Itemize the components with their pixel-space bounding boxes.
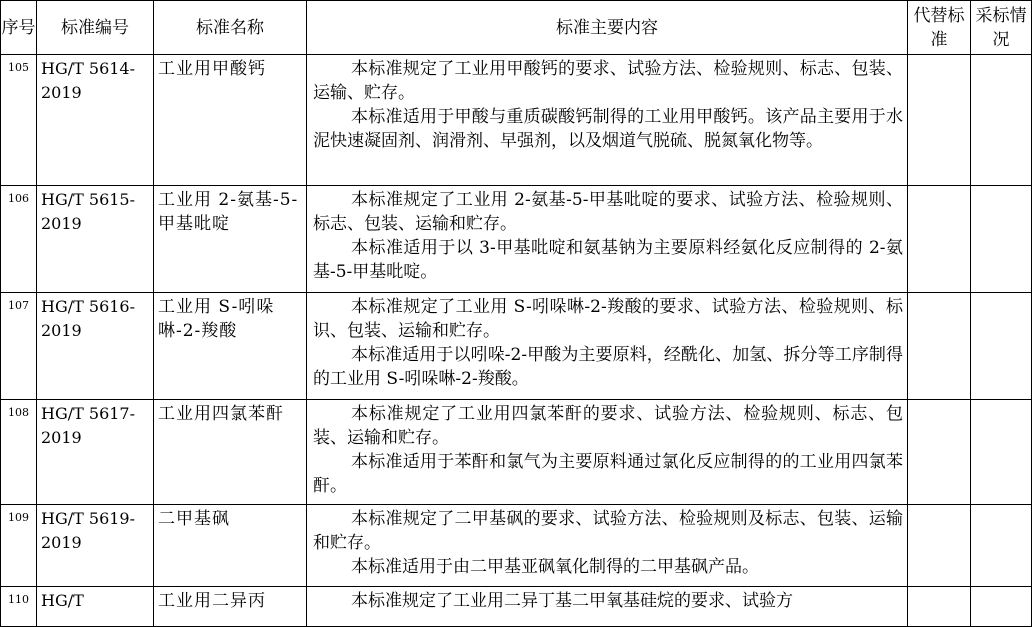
row-code: HG/T 5617-2019 — [37, 400, 154, 505]
row-replace — [908, 587, 971, 627]
row-adopt — [971, 587, 1032, 627]
row-content — [307, 587, 908, 627]
content-para-scope: 本标准规定了二甲基砜的要求、试验方法、检验规则及标志、包装、运输和贮存。 — [313, 509, 903, 553]
content-para-application: 本标准适用于以 3-甲基吡啶和氨基钠为主要原料经氨化反应制得的 2-氨基-5-甲基吡啶。 — [313, 238, 903, 282]
row-name: 工业用甲酸钙 — [154, 55, 307, 186]
row-adopt — [971, 186, 1032, 293]
row-replace — [908, 186, 971, 293]
table-row — [1, 505, 1032, 587]
row-seq: 105 — [1, 55, 37, 186]
row-name: 工业用 2-氨基-5-甲基吡啶 — [154, 186, 307, 293]
header-adopt: 采标情况 — [971, 1, 1032, 55]
row-adopt — [971, 55, 1032, 186]
row-content — [307, 293, 908, 400]
header-content: 标准主要内容 — [307, 1, 908, 55]
header-name: 标准名称 — [154, 1, 307, 55]
row-name: 工业用 S-吲哚啉-2-羧酸 — [154, 293, 307, 400]
content-para-scope: 本标准规定了工业用 S-吲哚啉-2-羧酸的要求、试验方法、检验规则、标识、包装、运输和贮存。 — [313, 297, 903, 341]
content-para-scope: 本标准规定了工业用 2-氨基-5-甲基吡啶的要求、试验方法、检验规则、标志、包装、运输和贮存。 — [313, 190, 903, 234]
content-para-application: 本标准适用于以吲哚-2-甲酸为主要原料，经酰化、加氢、拆分等工序制得的工业用 S-吲哚啉-2-羧酸。 — [313, 345, 903, 389]
row-replace — [908, 400, 971, 505]
table-row — [1, 186, 1032, 293]
row-code: HG/T — [37, 587, 154, 627]
row-seq: 108 — [1, 400, 37, 505]
header-replace: 代替标准 — [908, 1, 971, 55]
row-name: 工业用四氯苯酐 — [154, 400, 307, 505]
row-content — [307, 55, 908, 186]
row-code: HG/T 5615-2019 — [37, 186, 154, 293]
table-row — [1, 55, 1032, 186]
row-seq: 106 — [1, 186, 37, 293]
content-para-scope: 本标准规定了工业用二异丁基二甲氧基硅烷的要求、试验方 — [351, 591, 793, 611]
content-para-scope: 本标准规定了工业用四氯苯酐的要求、试验方法、检验规则、标志、包装、运输和贮存。 — [313, 404, 903, 448]
row-seq: 110 — [1, 587, 37, 627]
table-row — [1, 587, 1032, 627]
header-seq: 序号 — [1, 1, 37, 55]
row-code: HG/T 5616-2019 — [37, 293, 154, 400]
content-para-application: 本标准适用于苯酐和氯气为主要原料通过氯化反应制得的的工业用四氯苯酐。 — [313, 452, 903, 496]
table-header-row — [1, 1, 1032, 55]
row-replace — [908, 505, 971, 587]
row-seq: 109 — [1, 505, 37, 587]
row-content — [307, 505, 908, 587]
row-seq: 107 — [1, 293, 37, 400]
row-name: 工业用二异丙 — [154, 587, 307, 627]
row-code: HG/T 5619-2019 — [37, 505, 154, 587]
row-adopt — [971, 400, 1032, 505]
row-replace — [908, 55, 971, 186]
content-para-application: 本标准适用于甲酸与重质碳酸钙制得的工业用甲酸钙。该产品主要用于水泥快速凝固剂、润滑剂、早强剂，以及烟道气脱硫、脱氮氧化物等。 — [313, 107, 903, 151]
row-replace — [908, 293, 971, 400]
content-para-scope: 本标准规定了工业用甲酸钙的要求、试验方法、检验规则、标志、包装、运输、贮存。 — [313, 59, 903, 103]
row-content — [307, 400, 908, 505]
table-row — [1, 400, 1032, 505]
row-adopt — [971, 293, 1032, 400]
table-row — [1, 293, 1032, 400]
row-name: 二甲基砜 — [154, 505, 307, 587]
row-adopt — [971, 505, 1032, 587]
row-code: HG/T 5614-2019 — [37, 55, 154, 186]
row-content — [307, 186, 908, 293]
header-code: 标准编号 — [37, 1, 154, 55]
content-para-application: 本标准适用于由二甲基亚砜氧化制得的二甲基砜产品。 — [351, 557, 759, 577]
